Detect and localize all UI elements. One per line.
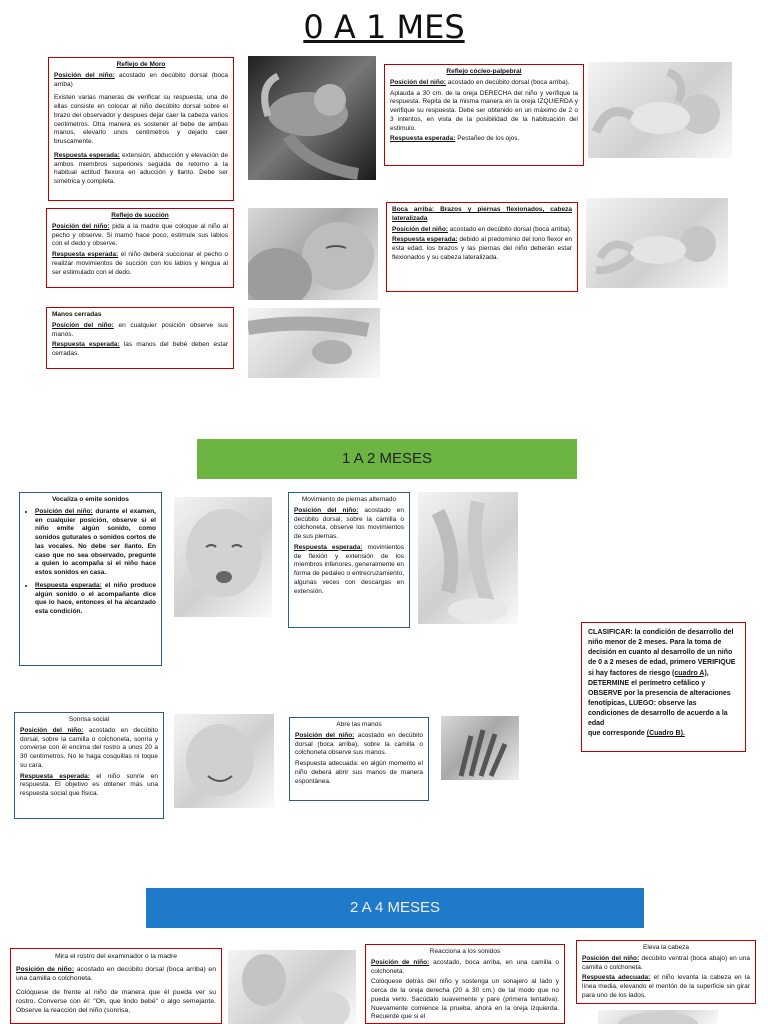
moro-pos-label: Posición del niño:: [54, 71, 115, 79]
boca-arriba-box: [386, 202, 578, 292]
boca-arriba-pos-text: acostado en decúbito dorsal (boca arriba).: [447, 225, 572, 233]
abre-manos-title: Abre las manos: [336, 721, 382, 728]
eleva-resp-label: Respuesta adecuada:: [582, 974, 651, 982]
vocaliza-resp-text: el niño produce algún sonido o el acompañante dice que lo hace, entonces el ha alcanzado esta condición.: [35, 581, 157, 616]
boca-arriba-title: Boca arriba: Brazos y piernas flexionados, cabeza lateralizada: [392, 206, 572, 222]
piernas-pos-text: acostado en decúbito dorsal, sobre la camilla o colchoneta, observe los movimientos de sus piernas.: [294, 506, 404, 541]
reacciona-pos-label: Posición de niño:: [371, 958, 430, 966]
coclear-resp-text: Pestañeo de los ojos.: [455, 135, 520, 143]
sonrisa-resp-label: Respuesta esperada:: [20, 772, 90, 780]
reacciona-box: [365, 944, 565, 1024]
coclear-pos-text: acostado en decúbito dorsal (boca arriba).: [445, 78, 570, 86]
mira-pos-text: acostado en decúbito dorsal (boca arriba) en una camilla o colchoneta.: [16, 966, 216, 983]
boca-arriba-resp-label: Respuesta esperada:: [392, 236, 458, 244]
moro-resp-text: extensión, abducción y elevación de ambos miembros superiores seguida de retorno a la habitual actitud flexora en aducción y llanto. Debe ser simétrica y completa.: [54, 151, 229, 186]
moro-method: Existen varias maneras de verificar su respuesta; una de ellas consiste en colocar al niño decúbito dorsal sobre el brazo del observador y despues dejar caer la cabeza varios centimetros. Otra manera es sostener al bebe de ambas manos, elevarlo unos centimetros y dejarlo caer bruscamente.: [54, 94, 228, 146]
succion-photo: [248, 208, 378, 300]
sonrisa-resp-text: el niño sonríe en respuesta. El objetivo es obtener más una respuesta social que física.: [20, 772, 158, 798]
piernas-title: Movimiento de piernas alternado: [301, 496, 397, 503]
abre-manos-photo-svg: [441, 716, 519, 780]
mira-photo: [228, 950, 356, 1024]
section-banner-1-2-meses: 1 A 2 MESES: [197, 439, 577, 479]
vocaliza-pos-item: [35, 508, 156, 578]
mira-photo-svg: [228, 950, 356, 1024]
manos-resp-text: las manos del bebé deben estar cerradas.: [52, 341, 228, 358]
vocaliza-photo-svg: [174, 497, 272, 617]
baby-supine-svg-1: [588, 62, 732, 158]
moro-photo-svg: [248, 56, 376, 180]
cuadro-a-link[interactable]: (cuadro A),: [672, 669, 709, 677]
sonrisa-pos-text: acostado en decúbito dorsal, sobre la camilla o colchoneta, sonría y converse con él encima del rostro a unos 20 a 30 centímetros. No le haga cosquillas ni toque su cara.: [20, 726, 158, 769]
abre-manos-box: [289, 717, 429, 801]
mira-title: Mira el rostro del examinador o la madre: [54, 953, 178, 960]
clasificar-text-2: DETERMINE el perímetro cefálico y OBSERVE por la presencia de alteraciones fenotípicas, LUEGO: observe las condiciones de desarrollo de acuerdo a la edad: [588, 679, 731, 728]
manos-pos-label: Posición del niño:: [52, 321, 114, 329]
mira-pos-label: Posición de niño:: [16, 966, 75, 974]
manos-box: [46, 307, 234, 369]
sonrisa-pos-label: Posición del niño:: [20, 726, 84, 734]
vocaliza-pos-label: Posición del niño:: [35, 507, 93, 515]
cuadro-b-link[interactable]: (Cuadro B).: [646, 730, 685, 738]
manos-photo-svg: [248, 308, 380, 378]
vocaliza-pos-text: durante el examen, en cualquier posición, observe si el niño emite algún sonido, como sonidos guturales o sonidos cortos de las vocales. No debe ser llanto. En caso que no sea observado, pregunte a quien lo acompaña si el niño hace estos sonidos en casa.: [35, 507, 156, 577]
eleva-pos-label: Posición del niño:: [582, 954, 640, 962]
section-banner-2-4-meses: 2 A 4 MESES: [146, 888, 644, 928]
moro-pos-text: acostado en decúbito dorsal (boca arriba): [54, 71, 228, 88]
page-title: 0 A 1 MES: [303, 8, 465, 46]
baby-supine-photo-1: [588, 62, 732, 158]
baby-supine-photo-2: [586, 198, 728, 288]
eleva-photo: [598, 1010, 718, 1024]
vocaliza-photo: [174, 497, 272, 617]
abre-manos-pos-label: Posición del niño:: [295, 731, 355, 739]
coclear-resp-label: Respuesta esperada:: [390, 135, 456, 143]
manos-resp-label: Respuesta esperada:: [52, 341, 120, 349]
piernas-photo: [418, 492, 518, 624]
coclear-method: Aplauda a 30 cm. de la oreja DERECHA del niño y verifique la respuesta. Repita de la misma manera en la oreja IZQUIERDA y verifique su respuesta. Debe ser obtenido en un máximo de 2 o 3 intentos, en vista de la posibilidad de la habituación del estimulo.: [390, 89, 578, 132]
sonrisa-photo: [174, 714, 274, 808]
reacciona-title: Reacciona a los sonidos: [429, 948, 501, 955]
coclear-title: Reflejo cócleo-palpebral: [446, 68, 522, 75]
vocaliza-box: [19, 492, 162, 666]
mira-method: Colóquese de frente al niño de manera que él pueda ver su rostro. Converse con él: "Oh, que lindo bebé" o algo semejante. Observe la reacción del niño (sonrisa,: [16, 988, 216, 1014]
succion-resp-text: el niño deberá succionar el pecho o realizar movimientos de succión con los labios y lengua al ser estimulado con el dedo.: [52, 251, 229, 276]
succion-title: Reflejo de succión: [111, 212, 169, 219]
clasificar-text-1: la condición de desarrollo del niño menor de 2 meses. Para la toma de decisión en cuanto al desarrollo de un niño de 0 a 2 meses de edad, primero VERIFIQUE si hay factores de riesgo: [588, 629, 736, 677]
moro-photo: [248, 56, 376, 180]
clasificar-text-3: que corresponde: [588, 730, 647, 738]
abre-manos-pos-text: acostado en decúbito dorsal (boca arriba), sobre la camilla o colchoneta observe sus manos.: [295, 731, 423, 757]
reacciona-pos-text: acostado, boca arriba, en una camilla o colchoneta.: [371, 958, 559, 975]
eleva-photo-svg: [598, 1010, 718, 1024]
succion-resp-label: Respuesta esperada:: [52, 251, 119, 259]
vocaliza-resp-label: Respuesta esperada:: [35, 581, 102, 589]
piernas-pos-label: Posición del niño:: [294, 506, 359, 514]
succion-box: [46, 208, 234, 288]
succion-photo-svg: [248, 208, 378, 300]
clasificar-label: CLASIFICAR:: [588, 629, 633, 636]
moro-box: [48, 57, 234, 201]
clasificar-box: [581, 622, 746, 752]
eleva-pos-text: decúbito ventral (boca abajo) en una camilla o colchoneta.: [582, 954, 750, 971]
vocaliza-title: Vocaliza o emite sonidos: [52, 496, 129, 503]
eleva-title: Eleva la cabeza: [643, 944, 689, 951]
moro-title: Reflejo de Moro: [116, 61, 166, 68]
piernas-resp-label: Respuesta esperada:: [294, 543, 363, 551]
baby-supine-svg-2: [586, 198, 728, 288]
sonrisa-title: Sonrisa social: [68, 716, 110, 723]
mira-box: [10, 948, 222, 1024]
boca-arriba-pos-label: Posición del niño:: [392, 225, 448, 233]
eleva-box: [576, 940, 756, 1004]
sonrisa-box: [14, 712, 164, 819]
vocaliza-resp-item: [35, 582, 156, 617]
eleva-resp-text: el niño levanta la cabeza en la línea media, elevando el mentón de la superficie sin girar para uno de los lados.: [582, 974, 750, 999]
piernas-box: [288, 492, 410, 628]
reacciona-method: Colóquese detrás del niño y sostenga un sonajero al lado y cerca de la oreja derecha (20 a 30 cm.) de tal modo que no pueda verlo. Sacúdalo suavemente y pare (primera tentativa). Nuevamente comience la prueba, ahora en la oreja izquierda. Recuerde que si el: [371, 978, 559, 1021]
coclear-box: [384, 64, 584, 166]
moro-resp-label: Respuesta esperada:: [54, 151, 120, 159]
succion-pos-label: Posición del niño:: [52, 222, 110, 230]
succion-pos-text: pida a la madre que coloque al niño al pecho y observe. Si mamó hace poco, estimule sus labios con el dedo y observe.: [52, 222, 228, 248]
manos-pos-text: en cualquier posición observe sus manos.: [52, 321, 228, 338]
piernas-resp-text: movimientos de flexión y extensión de los miembros inferiores, generalmente en forma de pedaleo o entrecruzamiento, algunas veces con descargas en extensión.: [294, 543, 404, 595]
sonrisa-photo-svg: [174, 714, 274, 808]
manos-photo: [248, 308, 380, 378]
manos-title: Manos cerradas: [52, 311, 102, 318]
coclear-pos-label: Posición del niño:: [390, 78, 446, 86]
boca-arriba-resp-text: debido al predominio del tono flexor en esta edad, los brazos y las piernas del niño deberán estar flexionados y su cabeza lateralizada.: [392, 236, 573, 261]
piernas-photo-svg: [418, 492, 518, 624]
abre-manos-photo: [441, 716, 519, 780]
abre-manos-resp: Respuesta adecuada: en algún momento el niño deberá abrir sus manos de manera espontánea.: [295, 760, 423, 785]
